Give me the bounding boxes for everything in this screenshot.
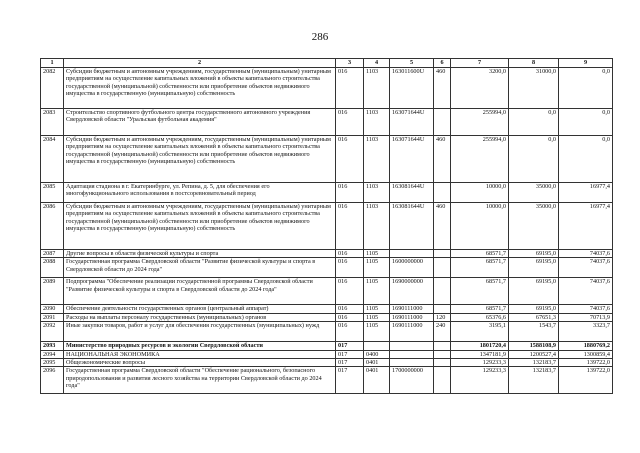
row-description: Иные закупки товаров, работ и услуг для обеспечения государственных (муниципальных) нужд [64,322,336,342]
section-code: 1105 [364,250,390,258]
section-code: 1105 [364,305,390,313]
amount-year-3: 74037,6 [559,250,613,258]
ministry-code: 017 [336,367,364,394]
amount-year-3: 0,0 [559,109,613,136]
section-code: 1103 [364,109,390,136]
table-body [41,68,613,394]
amount-year-1: 68571,7 [451,278,509,305]
amount-year-3: 1880769,2 [559,342,613,350]
table-row [41,203,613,250]
row-description: НАЦИОНАЛЬНАЯ ЭКОНОМИКА [64,350,336,358]
target-article-code: 1690111000 [390,322,434,342]
row-number: 2088 [41,258,64,278]
ministry-code: 016 [336,278,364,305]
amount-year-1: 68571,7 [451,305,509,313]
target-article-code [390,359,434,367]
amount-year-3: 16977,4 [559,183,613,203]
column-header-4: 4 [364,59,390,68]
target-article-code: 1600000000 [390,258,434,278]
row-description: Субсидии бюджетным и автономным учреждениям, государственным (муниципальным) унитарным предприятиям на осуществление капитальных вложений в объекты капитального строительства государственной (муниципальной) собственности или приобретение объектов недвижимого имущества в государственную (муниципальную) собственность [64,136,336,183]
target-article-code: 1700000000 [390,367,434,394]
expense-type-code: 120 [434,313,451,321]
table-row [41,183,613,203]
amount-year-2: 132183,7 [509,359,559,367]
expense-type-code [434,342,451,350]
amount-year-3: 0,0 [559,136,613,183]
table-row [41,313,613,321]
table-header-row [41,59,613,68]
row-description: Субсидии бюджетным и автономным учреждениям, государственным (муниципальным) унитарным предприятиям на осуществление капитальных вложений в объекты капитального строительства государственной (муниципальной) собственности или приобретение объектов недвижимого имущества в государственную (муниципальную) собственность [64,203,336,250]
amount-year-1: 3195,1 [451,322,509,342]
amount-year-1: 3200,0 [451,68,509,109]
row-number: 2082 [41,68,64,109]
ministry-code: 016 [336,203,364,250]
ministry-code: 016 [336,183,364,203]
target-article-code: 1690111000 [390,305,434,313]
row-number: 2084 [41,136,64,183]
target-article-code [390,350,434,358]
section-code: 1103 [364,203,390,250]
expense-type-code: 460 [434,203,451,250]
amount-year-1: 129233,3 [451,359,509,367]
section-code: 0400 [364,350,390,358]
amount-year-2: 69195,0 [509,305,559,313]
amount-year-2: 35000,0 [509,183,559,203]
amount-year-2: 35000,0 [509,203,559,250]
amount-year-1: 1347181,9 [451,350,509,358]
expense-type-code [434,350,451,358]
amount-year-1: 129233,3 [451,367,509,394]
section-code: 1105 [364,313,390,321]
table-row [41,342,613,350]
row-description: Адаптация стадиона в г. Екатеринбурге, ул. Репина, д. 5, для обеспечения его многофункционального использования в постсоревновательный период [64,183,336,203]
amount-year-1: 1801720,4 [451,342,509,350]
ministry-code: 017 [336,359,364,367]
amount-year-2: 1543,7 [509,322,559,342]
budget-table [40,58,613,394]
row-description: Общеэкономические вопросы [64,359,336,367]
expense-type-code [434,359,451,367]
column-header-8: 8 [509,59,559,68]
amount-year-2: 31000,0 [509,68,559,109]
amount-year-2: 69195,0 [509,278,559,305]
row-number: 2087 [41,250,64,258]
table-row [41,109,613,136]
column-header-7: 7 [451,59,509,68]
ministry-code: 016 [336,109,364,136]
expense-type-code: 460 [434,136,451,183]
amount-year-2: 1588108,9 [509,342,559,350]
row-number: 2091 [41,313,64,321]
amount-year-3: 0,0 [559,68,613,109]
expense-type-code [434,109,451,136]
row-description: Субсидии бюджетным и автономным учреждениям, государственным (муниципальным) унитарным предприятиям на осуществление капитальных вложений в объекты капитального строительства государственной (муниципальной) собственности или приобретение объектов недвижимого имущества в государственную (муниципальную) собственность [64,68,336,109]
amount-year-3: 74037,6 [559,305,613,313]
row-description: Другие вопросы в области физической культуры и спорта [64,250,336,258]
row-description: Государственная программа Свердловской области "Обеспечение рационального, безопасного природопользования и развития лесного хозяйства на территории Свердловской области до 2024 года" [64,367,336,394]
expense-type-code [434,367,451,394]
section-code: 1105 [364,322,390,342]
amount-year-3: 70713,9 [559,313,613,321]
ministry-code: 016 [336,313,364,321]
amount-year-2: 1200527,4 [509,350,559,358]
section-code: 0401 [364,359,390,367]
table-row [41,278,613,305]
expense-type-code [434,183,451,203]
amount-year-3: 139722,0 [559,367,613,394]
row-number: 2095 [41,359,64,367]
target-article-code: 163071644U [390,136,434,183]
row-description: Расходы на выплаты персоналу государственных (муниципальных) органов [64,313,336,321]
amount-year-3: 1300859,4 [559,350,613,358]
section-code: 1103 [364,136,390,183]
target-article-code [390,250,434,258]
row-number: 2092 [41,322,64,342]
target-article-code: 163011600U [390,68,434,109]
expense-type-code: 240 [434,322,451,342]
section-code: 1103 [364,68,390,109]
section-code [364,342,390,350]
expense-type-code: 460 [434,68,451,109]
row-number: 2089 [41,278,64,305]
ministry-code: 016 [336,68,364,109]
amount-year-1: 10000,0 [451,183,509,203]
section-code: 0401 [364,367,390,394]
row-number: 2096 [41,367,64,394]
column-header-6: 6 [434,59,451,68]
amount-year-1: 68571,7 [451,250,509,258]
amount-year-1: 10000,0 [451,203,509,250]
column-header-3: 3 [336,59,364,68]
amount-year-2: 67651,3 [509,313,559,321]
row-description: Государственная программа Свердловской области "Развитие физической культуры и спорта в Свердловской области до 2024 года" [64,258,336,278]
target-article-code: 1690111000 [390,313,434,321]
expense-type-code [434,258,451,278]
amount-year-1: 255994,0 [451,109,509,136]
row-description: Подпрограмма "Обеспечение реализации государственной программы Свердловской области "Развитие физической культуры и спорта в Свердловской области до 2024 года" [64,278,336,305]
row-number: 2090 [41,305,64,313]
row-description: Министерство природных ресурсов и экологии Свердловской области [64,342,336,350]
ministry-code: 016 [336,258,364,278]
column-header-1: 1 [41,59,64,68]
table-row [41,350,613,358]
ministry-code: 017 [336,342,364,350]
target-article-code: 163081644U [390,183,434,203]
expense-type-code [434,250,451,258]
amount-year-1: 255994,0 [451,136,509,183]
amount-year-2: 0,0 [509,109,559,136]
amount-year-2: 69195,0 [509,258,559,278]
target-article-code [390,342,434,350]
row-number: 2085 [41,183,64,203]
row-number: 2086 [41,203,64,250]
section-code: 1103 [364,183,390,203]
table-row [41,68,613,109]
table-row [41,250,613,258]
target-article-code: 1690000000 [390,278,434,305]
row-number: 2094 [41,350,64,358]
amount-year-3: 3323,7 [559,322,613,342]
ministry-code: 016 [336,250,364,258]
expense-type-code [434,305,451,313]
ministry-code: 016 [336,305,364,313]
ministry-code: 016 [336,136,364,183]
table-row [41,258,613,278]
amount-year-3: 74037,6 [559,258,613,278]
ministry-code: 017 [336,350,364,358]
row-number: 2093 [41,342,64,350]
table-row [41,322,613,342]
table-row [41,367,613,394]
column-header-9: 9 [559,59,613,68]
amount-year-2: 69195,0 [509,250,559,258]
section-code: 1105 [364,278,390,305]
amount-year-1: 68571,7 [451,258,509,278]
amount-year-3: 16977,4 [559,203,613,250]
expense-type-code [434,278,451,305]
table-row [41,136,613,183]
target-article-code: 163081644U [390,203,434,250]
table-row [41,305,613,313]
table-row [41,359,613,367]
column-header-2: 2 [64,59,336,68]
section-code: 1105 [364,258,390,278]
ministry-code: 016 [336,322,364,342]
page-number: 286 [311,31,329,43]
row-description: Обеспечение деятельности государственных органов (центральный аппарат) [64,305,336,313]
amount-year-2: 132183,7 [509,367,559,394]
amount-year-3: 74037,6 [559,278,613,305]
row-description: Строительство спортивного футбольного центра государственного автономного учреждения Свердловской области "Уральская футбольная академия" [64,109,336,136]
amount-year-2: 0,0 [509,136,559,183]
amount-year-3: 139722,0 [559,359,613,367]
amount-year-1: 65376,6 [451,313,509,321]
row-number: 2083 [41,109,64,136]
target-article-code: 163071644U [390,109,434,136]
column-header-5: 5 [390,59,434,68]
